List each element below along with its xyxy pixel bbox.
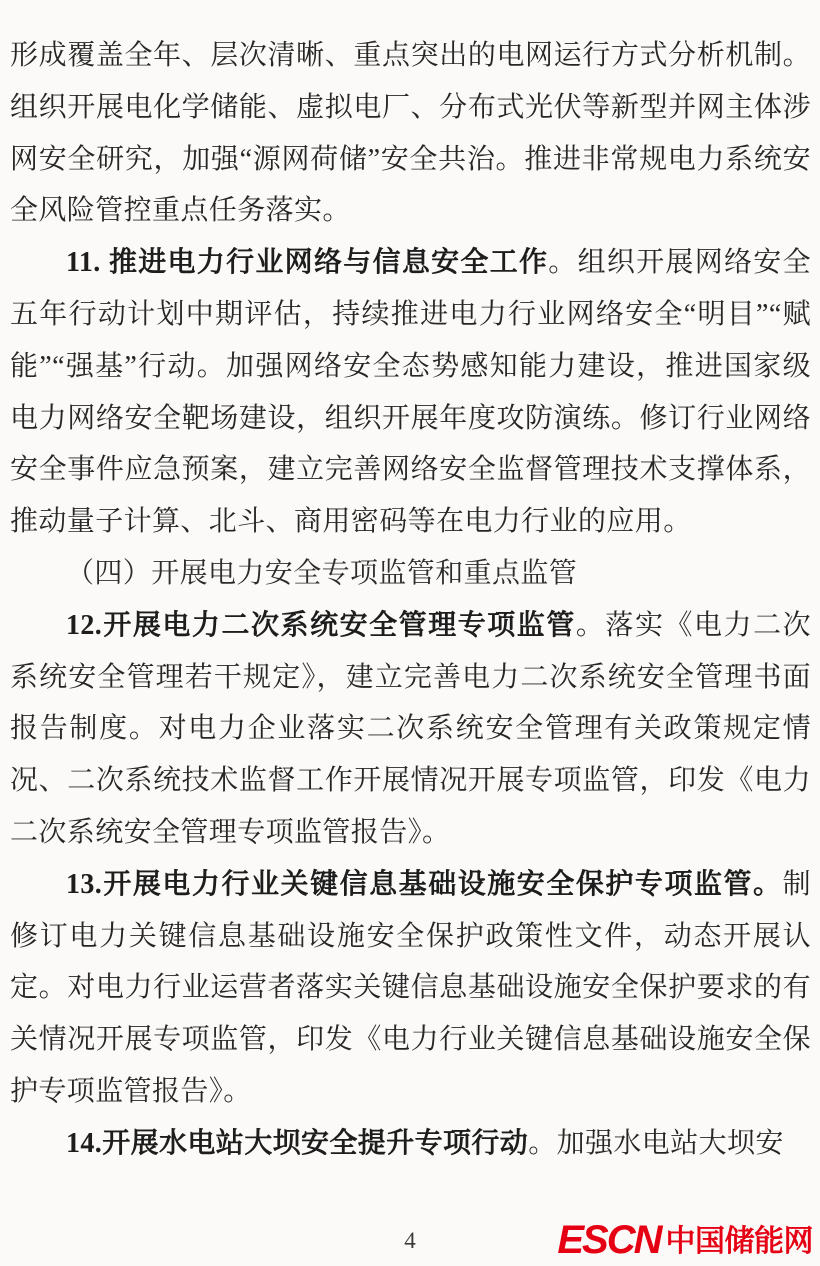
item-13-heading: 13.开展电力行业关键信息基础设施安全保护专项监管。 <box>66 868 783 900</box>
item-13-body: 制修订电力关键信息基础设施安全保护政策性文件，动态开展认定。对电力行业运营者落实关键信息基础设施安全保护要求的有关情况开展专项监管，印发《电力行业关键信息基础设施安全保护专项监管报告》。 <box>10 868 811 1107</box>
logo-cjk-cnesn: 中国储能网 <box>665 1225 813 1258</box>
document-body <box>10 30 811 1170</box>
item-11-body: 。组织开展网络安全五年行动计划中期评估，持续推进电力行业网络安全“明目”“赋能”“强基”行动。加强网络安全态势感知能力建设，推进国家级电力网络安全靶场建设，组织开展年度攻防演练。修订行业网络安全事件应急预案，建立完善网络安全监督管理技术支撑体系，推动量子计算、北斗、商用密码等在电力行业的应用。 <box>10 247 811 538</box>
paragraph-text: 形成覆盖全年、层次清晰、重点突出的电网运行方式分析机制。组织开展电化学储能、虚拟电厂、分布式光伏等新型并网主体涉网安全研究，加强“源网荷储”安全共治。推进非常规电力系统安全风险管控重点任务落实。 <box>10 40 811 227</box>
section-heading-text: （四）开展电力安全专项监管和重点监管 <box>66 557 578 589</box>
page-number: 4 <box>404 1228 416 1253</box>
paragraph-continuation <box>10 30 811 237</box>
item-12-body: 。落实《电力二次系统安全管理若干规定》，建立完善电力二次系统安全管理书面报告制度。对电力企业落实二次系统安全管理有关政策规定情况、二次系统技术监督工作开展情况开展专项监管，印发《电力二次系统安全管理专项监管报告》。 <box>10 609 812 848</box>
section-heading-4 <box>10 548 811 600</box>
escn-watermark-logo <box>557 1218 813 1263</box>
item-14-body: 。加强水电站大坝安 <box>528 1127 784 1159</box>
item-11-heading: 11. 推进电力行业网络与信息安全工作 <box>66 247 549 279</box>
paragraph-item-13 <box>10 859 811 1118</box>
paragraph-item-11 <box>10 237 811 548</box>
logo-latin-escn: ESCN <box>557 1218 661 1263</box>
item-12-heading: 12.开展电力二次系统安全管理专项监管 <box>66 609 576 641</box>
paragraph-item-12 <box>10 600 811 859</box>
item-14-heading: 14.开展水电站大坝安全提升专项行动 <box>66 1127 529 1159</box>
paragraph-item-14 <box>10 1118 811 1170</box>
